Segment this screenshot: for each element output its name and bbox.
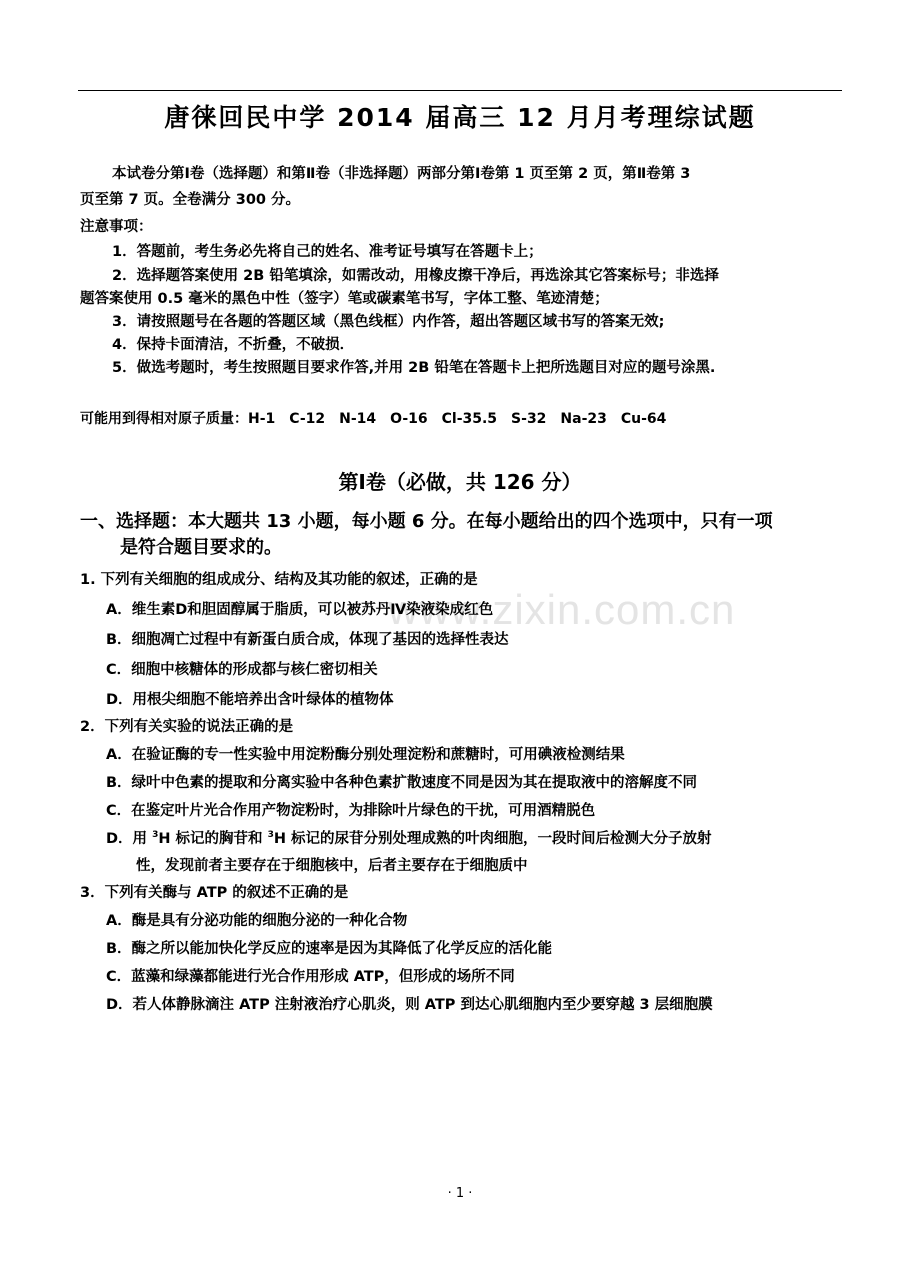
- note-item-5: 5．做选考题时，考生按照题目要求作答,并用 2B 铅笔在答题卡上把所选题目对应的题号涂黑.: [112, 360, 716, 376]
- intro-line-2: 页至第 7 页。全卷满分 300 分。: [80, 192, 301, 208]
- question-1-option-b: B．细胞凋亡过程中有新蛋白质合成，体现了基因的选择性表达: [106, 632, 509, 648]
- question-2-option-a: A．在验证酶的专一性实验中用淀粉酶分别处理淀粉和蔗糖时，可用碘液检测结果: [106, 747, 625, 763]
- note-item-2-cont: 题答案使用 0.5 毫米的黑色中性（签字）笔或碳素笔书写，字体工整、笔迹清楚；: [80, 291, 609, 307]
- watermark: www.zixin.com.cn: [388, 586, 736, 633]
- note-item-2: 2．选择题答案使用 2B 铅笔填涂，如需改动，用橡皮擦干净后，再选涂其它答案标号；非选择: [112, 268, 719, 284]
- option-d-middle: H 标记的胸苷和: [158, 831, 268, 847]
- section-title: 第Ⅰ卷（必做，共 126 分）: [338, 470, 582, 494]
- question-1-option-a: A．维生素D和胆固醇属于脂质，可以被苏丹Ⅳ染液染成红色: [106, 602, 494, 618]
- question-2-option-d: [106, 829, 712, 849]
- page-number: · 1 ·: [447, 1186, 473, 1201]
- note-item-1: 1．答题前，考生务必先将自己的姓名、准考证号填写在答题卡上；: [112, 244, 543, 260]
- question-2-option-c: C．在鉴定叶片光合作用产物淀粉时，为排除叶片绿色的干扰，可用酒精脱色: [106, 803, 596, 819]
- note-item-4: 4．保持卡面清洁，不折叠，不破损．: [112, 337, 355, 353]
- question-1-stem: 1. 下列有关细胞的组成成分、结构及其功能的叙述，正确的是: [80, 572, 478, 588]
- question-1-option-d: D．用根尖细胞不能培养出含叶绿体的植物体: [106, 692, 394, 708]
- question-1-option-c: C．细胞中核糖体的形成都与核仁密切相关: [106, 662, 378, 678]
- question-3-option-d: D．若人体静脉滴注 ATP 注射液治疗心肌炎，则 ATP 到达心肌细胞内至少要穿越 3 层细胞膜: [106, 997, 713, 1013]
- atomic-mass-line: 可能用到得相对原子质量：H-1 C-12 N-14 O-16 Cl-35.5 S-32 Na-23 Cu-64: [80, 411, 667, 427]
- question-2-option-b: B．绿叶中色素的提取和分离实验中各种色素扩散速度不同是因为其在提取液中的溶解度不同: [106, 775, 698, 791]
- option-d-prefix: D．用: [106, 831, 153, 847]
- question-2-stem: 2．下列有关实验的说法正确的是: [80, 719, 294, 735]
- question-2-option-d-cont: 性，发现前者主要存在于细胞核中，后者主要存在于细胞质中: [136, 858, 528, 874]
- part-one-heading-cont: 是符合题目要求的。: [120, 537, 282, 558]
- question-3-option-b: B．酶之所以能加快化学反应的速率是因为其降低了化学反应的活化能: [106, 941, 553, 957]
- intro-line-1: 本试卷分第Ⅰ卷（选择题）和第Ⅱ卷（非选择题）两部分第Ⅰ卷第 1 页至第 2 页，第Ⅱ卷第 3: [112, 166, 691, 182]
- question-3-option-c: C．蓝藻和绿藻都能进行光合作用形成 ATP，但形成的场所不同: [106, 969, 515, 985]
- question-3-stem: 3．下列有关酶与 ATP 的叙述不正确的是: [80, 885, 349, 901]
- superscript-3-b: 3: [267, 830, 274, 841]
- part-one-heading: 一、选择题：本大题共 13 小题，每小题 6 分。在每小题给出的四个选项中，只有一项: [80, 511, 773, 532]
- superscript-3-a: 3: [152, 830, 159, 841]
- header-rule: [78, 90, 842, 91]
- exam-title: 唐徕回民中学 2014 届高三 12 月月考理综试题: [164, 103, 756, 132]
- question-3-option-a: A．酶是具有分泌功能的细胞分泌的一种化合物: [106, 913, 408, 929]
- option-d-suffix: H 标记的尿苷分别处理成熟的叶肉细胞，一段时间后检测大分子放射: [273, 831, 712, 847]
- notes-heading: 注意事项：: [80, 219, 153, 235]
- note-item-3: 3．请按照题号在各题的答题区域（黑色线框）内作答，超出答题区域书写的答案无效;: [112, 314, 665, 330]
